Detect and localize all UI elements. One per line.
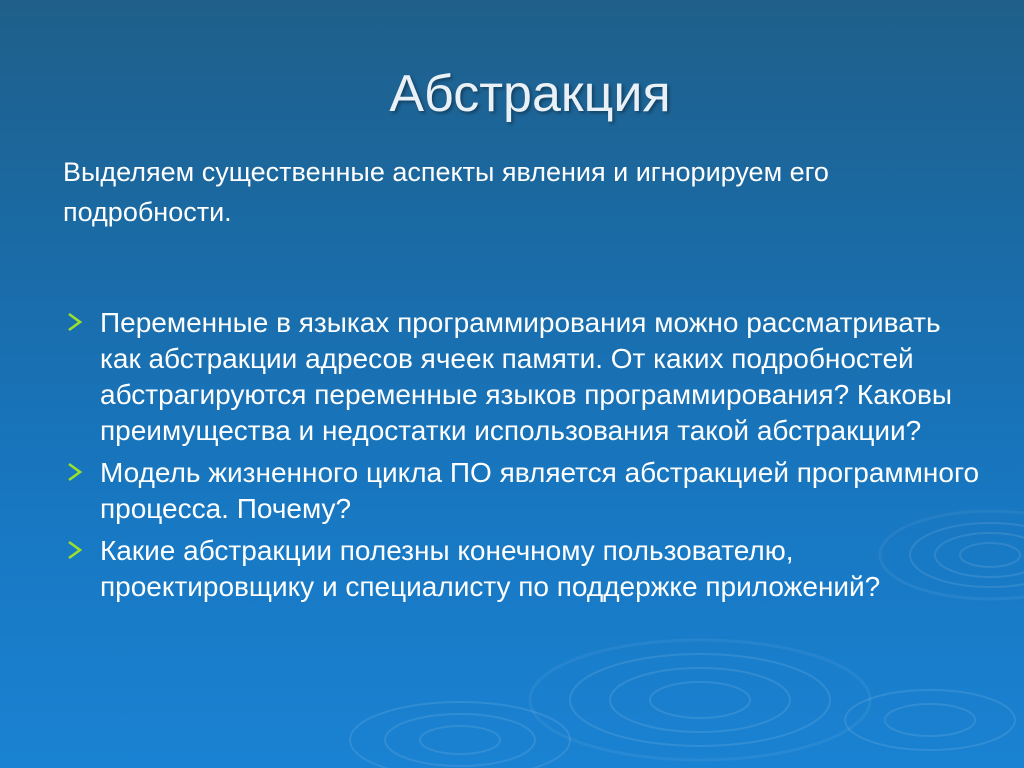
bullet-list (62, 305, 982, 611)
bullet-item-users (62, 533, 982, 605)
bullet-text: Какие абстракции полезны конечному пользователю, проектировщику и специалисту по поддержке приложений? (100, 535, 881, 602)
bullet-text: Модель жизненного цикла ПО является абстракцией программного процесса. Почему? (100, 457, 980, 524)
chevron-right-icon (64, 539, 86, 561)
chevron-right-icon (64, 311, 86, 333)
chevron-right-icon (64, 461, 86, 483)
intro-text: Выделяем существенные аспекты явления и игнорируем его подробности. (63, 157, 829, 227)
bullet-item-variables (62, 305, 982, 449)
bullet-text: Переменные в языках программирования можно рассматривать как абстракции адресов ячеек памяти. От каких подробностей абстрагируются переменные языков программирования? Каковы преимущества и недостатки использования такой абстракции? (100, 307, 952, 446)
bullet-item-lifecycle (62, 455, 982, 527)
slide-title: Абстракция (389, 65, 671, 123)
